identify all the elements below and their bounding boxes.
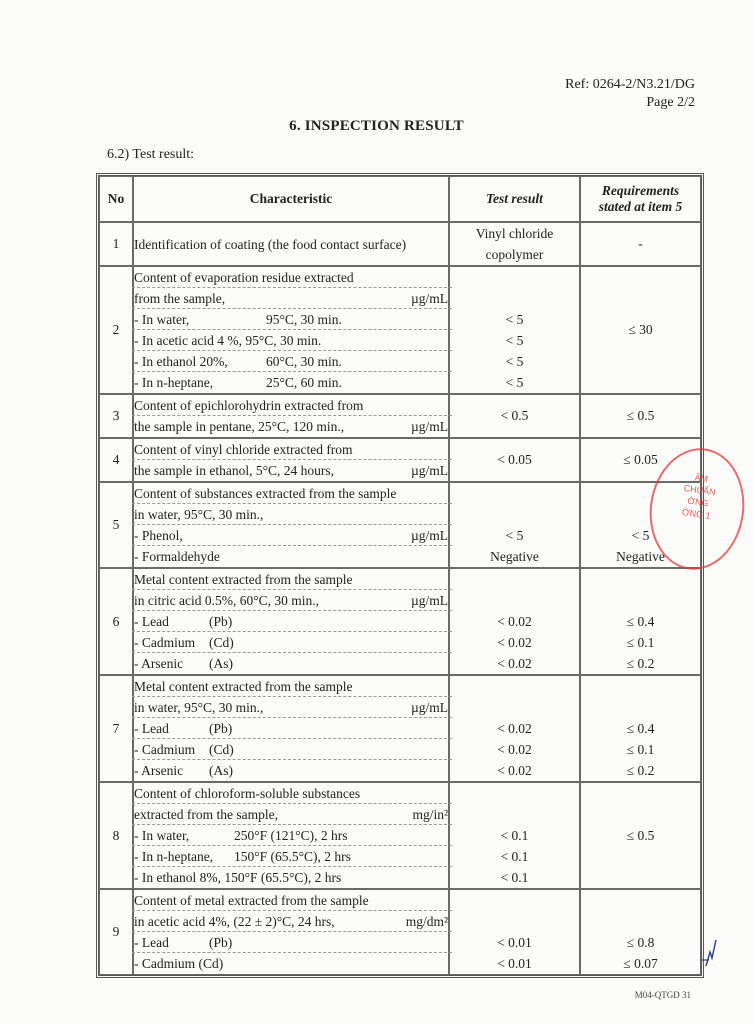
characteristic-line <box>134 351 448 372</box>
requirement-value: ≤ 0.2 <box>626 763 655 778</box>
column-header-requirements <box>580 176 701 222</box>
characteristic-label: - Lead <box>134 614 169 629</box>
requirement-value: ≤ 0.5 <box>626 827 655 843</box>
test-condition: (Pb) <box>209 614 233 629</box>
characteristic-label: extracted from the sample, <box>134 807 278 822</box>
characteristic-line <box>134 267 448 288</box>
unit-label: mg/in² <box>412 807 448 822</box>
requirement-value: ≤ 0.8 <box>626 935 655 950</box>
characteristic-line <box>134 439 448 460</box>
table-row <box>99 266 701 394</box>
characteristic-label: the sample in ethanol, 5°C, 24 hours, <box>134 463 334 478</box>
stamp-text: ỜNG 1 <box>681 506 712 521</box>
test-result-value: < 0.1 <box>500 828 529 843</box>
test-result-value: Negative <box>490 549 539 564</box>
characteristic-label: - In n-heptane, <box>134 375 214 390</box>
requirement-cell <box>580 675 701 782</box>
characteristic-line <box>134 846 448 867</box>
test-result-value: < 0.02 <box>497 635 532 650</box>
table-row <box>99 394 701 438</box>
requirement-value: ≤ 0.05 <box>623 452 658 467</box>
unit-label: µg/mL <box>410 463 448 478</box>
test-result-value: < 0.01 <box>497 956 532 971</box>
requirements-header-line1: Requirements <box>601 183 680 198</box>
requirement-value <box>581 676 700 697</box>
table-row <box>99 438 701 482</box>
test-result-value <box>450 890 579 911</box>
row-number: 8 <box>99 782 133 889</box>
test-result-cell <box>449 782 580 889</box>
characteristic-cell <box>133 222 449 266</box>
test-result-value: < 0.5 <box>500 408 529 423</box>
test-result-value <box>450 676 579 697</box>
test-condition: 250°F (121°C), 2 hrs <box>234 828 348 843</box>
table-row <box>99 675 701 782</box>
characteristic-label: - Lead <box>134 935 169 950</box>
characteristic-label: - Lead <box>134 721 169 736</box>
unit-label: µg/mL <box>410 700 448 715</box>
test-result-value <box>450 483 579 504</box>
characteristic-line <box>134 911 448 932</box>
page-number: Page 2/2 <box>646 95 695 110</box>
requirement-value <box>581 569 700 590</box>
test-result-value: < 5 <box>505 354 524 369</box>
characteristic-label: - Arsenic <box>134 763 184 778</box>
row-number: 4 <box>99 438 133 482</box>
test-result-value: < 0.01 <box>497 935 532 950</box>
characteristic-label: Content of epichlorohydrin extracted from <box>134 398 364 413</box>
characteristic-label: in acetic acid 4%, (22 ± 2)°C, 24 hrs, <box>134 914 335 929</box>
characteristic-label: Content of substances extracted from the sample <box>134 486 397 501</box>
requirement-value: ≤ 0.07 <box>623 956 658 971</box>
reference-number: Ref: 0264-2/N3.21/DG <box>565 77 695 92</box>
characteristic-line <box>134 953 448 974</box>
requirement-value <box>581 590 700 611</box>
characteristic-line <box>134 288 448 309</box>
table-row <box>99 782 701 889</box>
requirement-value: ≤ 0.5 <box>626 408 655 423</box>
characteristic-label: Metal content extracted from the sample <box>134 572 353 587</box>
characteristic-label: - Arsenic <box>134 656 184 671</box>
unit-label: µg/mL <box>410 291 448 306</box>
table-header-row <box>99 176 701 222</box>
table-row <box>99 222 701 266</box>
test-result-value: < 0.05 <box>497 452 532 467</box>
table-body <box>99 222 701 975</box>
requirement-value: ≤ 30 <box>628 322 653 337</box>
requirement-value: - <box>638 236 643 251</box>
characteristic-cell <box>133 394 449 438</box>
characteristic-line <box>134 825 448 846</box>
characteristic-label: - In n-heptane, <box>134 849 214 864</box>
stamp-text: ÂM <box>693 472 709 485</box>
test-result-value: < 0.1 <box>500 870 529 885</box>
test-condition: (As) <box>209 763 233 778</box>
test-result-cell <box>449 438 580 482</box>
characteristic-label: - Cadmium <box>134 742 196 757</box>
characteristic-line <box>134 932 448 953</box>
characteristic-label: in water, 95°C, 30 min., <box>134 507 264 522</box>
characteristic-label: Content of evaporation residue extracted <box>134 270 354 285</box>
characteristic-line <box>134 718 448 739</box>
characteristic-line <box>134 760 448 781</box>
test-result-value <box>450 804 579 825</box>
table-row <box>99 889 701 975</box>
test-condition: 25°C, 60 min. <box>266 375 342 390</box>
characteristic-line <box>134 590 448 611</box>
row-number: 1 <box>99 222 133 266</box>
test-result-value: < 0.02 <box>497 742 532 757</box>
test-condition: 95°C, 30 min. <box>266 312 342 327</box>
test-result-value: < 0.1 <box>500 849 529 864</box>
requirement-cell <box>580 394 701 438</box>
requirements-header-line2: stated at item 5 <box>598 199 683 214</box>
form-code: M04-QTGD 31 <box>634 990 691 1000</box>
test-result-value: < 5 <box>505 375 524 390</box>
requirement-value <box>581 697 700 718</box>
test-condition: (Pb) <box>209 935 233 950</box>
requirement-cell <box>580 782 701 889</box>
requirement-cell <box>580 222 701 266</box>
row-number: 5 <box>99 482 133 568</box>
characteristic-line <box>134 569 448 590</box>
requirement-value <box>581 890 700 911</box>
characteristic-label: Content of chloroform-soluble substances <box>134 786 361 801</box>
requirement-value: ≤ 0.4 <box>626 614 655 629</box>
characteristic-label: - Phenol, <box>134 528 183 543</box>
characteristic-label: - In acetic acid 4 %, 95°C, 30 min. <box>134 333 322 348</box>
requirement-value <box>581 483 700 504</box>
characteristic-cell <box>133 675 449 782</box>
test-result-value <box>450 569 579 590</box>
requirement-value <box>581 911 700 932</box>
test-condition: (Pb) <box>209 721 233 736</box>
test-result-value: < 5 <box>505 333 524 348</box>
test-result-value <box>450 697 579 718</box>
characteristic-label: Metal content extracted from the sample <box>134 679 353 694</box>
test-result-cell <box>449 889 580 975</box>
characteristic-label: the sample in pentane, 25°C, 120 min., <box>134 419 345 434</box>
test-result-value: Vinyl chloride <box>475 226 554 241</box>
test-result-table <box>96 173 704 978</box>
test-result-cell <box>449 568 580 675</box>
test-result-cell <box>449 482 580 568</box>
test-result-value: < 0.02 <box>497 721 532 736</box>
characteristic-label: Content of metal extracted from the sample <box>134 893 369 908</box>
requirement-cell <box>580 482 701 568</box>
test-result-cell <box>449 394 580 438</box>
characteristic-cell <box>133 782 449 889</box>
characteristic-line <box>134 416 448 437</box>
unit-label: mg/dm² <box>405 914 448 929</box>
characteristic-label: - In ethanol 20%, <box>134 354 228 369</box>
handwritten-initial-mark <box>700 938 720 968</box>
requirement-value: ≤ 0.1 <box>626 635 655 650</box>
subsection-title: 6.2) Test result: <box>107 147 195 162</box>
test-result-value: < 0.02 <box>497 614 532 629</box>
characteristic-label: - Cadmium (Cd) <box>134 956 224 971</box>
column-header-characteristic: Characteristic <box>133 176 449 222</box>
test-condition: (As) <box>209 656 233 671</box>
characteristic-cell <box>133 568 449 675</box>
requirement-value: Negative <box>616 549 665 564</box>
row-number: 9 <box>99 889 133 975</box>
characteristic-line <box>134 783 448 804</box>
characteristic-line <box>134 611 448 632</box>
requirement-cell <box>580 568 701 675</box>
test-condition: (Cd) <box>209 635 234 650</box>
characteristic-line <box>134 697 448 718</box>
characteristic-label: Identification of coating (the food contact surface) <box>134 236 407 252</box>
requirement-cell <box>580 889 701 975</box>
test-result-value <box>450 267 579 288</box>
test-condition: (Cd) <box>209 742 234 757</box>
test-condition: 150°F (65.5°C), 2 hrs <box>234 849 351 864</box>
requirement-value: < 5 <box>631 528 650 543</box>
characteristic-label: in water, 95°C, 30 min., <box>134 700 264 715</box>
characteristic-line <box>134 395 448 416</box>
test-result-value: < 5 <box>505 312 524 327</box>
characteristic-line <box>134 804 448 825</box>
table-row <box>99 482 701 568</box>
requirement-value: ≤ 0.2 <box>626 656 655 671</box>
characteristic-line <box>134 525 448 546</box>
characteristic-label: - In ethanol 8%, 150°F (65.5°C), 2 hrs <box>134 870 342 885</box>
characteristic-line <box>134 330 448 351</box>
stamp-text: CHUẨN <box>683 483 717 498</box>
test-result-value <box>450 288 579 309</box>
test-result-value: < 5 <box>505 528 524 543</box>
row-number: 6 <box>99 568 133 675</box>
characteristic-line <box>134 372 448 393</box>
characteristic-line <box>134 632 448 653</box>
characteristic-line <box>134 546 448 567</box>
characteristic-label: - In water, <box>134 828 190 843</box>
unit-label: µg/mL <box>410 593 448 608</box>
row-number: 2 <box>99 266 133 394</box>
test-result-cell <box>449 222 580 266</box>
test-result-cell <box>449 675 580 782</box>
characteristic-label: - Cadmium <box>134 635 196 650</box>
characteristic-cell <box>133 266 449 394</box>
characteristic-line <box>134 867 448 888</box>
characteristic-line <box>134 309 448 330</box>
unit-label: µg/mL <box>410 419 448 434</box>
test-result-value: < 0.02 <box>497 763 532 778</box>
column-header-test-result: Test result <box>449 176 580 222</box>
characteristic-cell <box>133 438 449 482</box>
test-result-value: copolymer <box>485 247 544 262</box>
requirement-cell <box>580 438 701 482</box>
characteristic-line <box>134 234 448 255</box>
table-row <box>99 568 701 675</box>
characteristic-line <box>134 483 448 504</box>
test-condition: 60°C, 30 min. <box>266 354 342 369</box>
reference-block <box>565 76 695 112</box>
test-result-value <box>450 590 579 611</box>
requirement-value: ≤ 0.4 <box>626 721 655 736</box>
section-title: 6. INSPECTION RESULT <box>289 118 464 134</box>
characteristic-label: in citric acid 0.5%, 60°C, 30 min., <box>134 593 319 608</box>
characteristic-line <box>134 653 448 674</box>
unit-label: µg/mL <box>410 528 448 543</box>
test-result-value <box>450 783 579 804</box>
characteristic-label: - Formaldehyde <box>134 549 220 564</box>
characteristic-cell <box>133 482 449 568</box>
characteristic-label: - In water, <box>134 312 190 327</box>
requirement-cell <box>580 266 701 394</box>
row-number: 3 <box>99 394 133 438</box>
column-header-no: No <box>99 176 133 222</box>
characteristic-label: from the sample, <box>134 291 226 306</box>
characteristic-line <box>134 890 448 911</box>
characteristic-label: Content of vinyl chloride extracted from <box>134 442 353 457</box>
requirement-value: ≤ 0.1 <box>626 742 655 757</box>
row-number: 7 <box>99 675 133 782</box>
characteristic-line <box>134 460 448 481</box>
characteristic-line <box>134 739 448 760</box>
characteristic-line <box>134 676 448 697</box>
test-result-value <box>450 504 579 525</box>
characteristic-cell <box>133 889 449 975</box>
test-result-value <box>450 911 579 932</box>
requirement-value <box>581 504 700 525</box>
test-result-cell <box>449 266 580 394</box>
stamp-text: ỜNG <box>686 495 710 509</box>
test-result-value: < 0.02 <box>497 656 532 671</box>
characteristic-line <box>134 504 448 525</box>
